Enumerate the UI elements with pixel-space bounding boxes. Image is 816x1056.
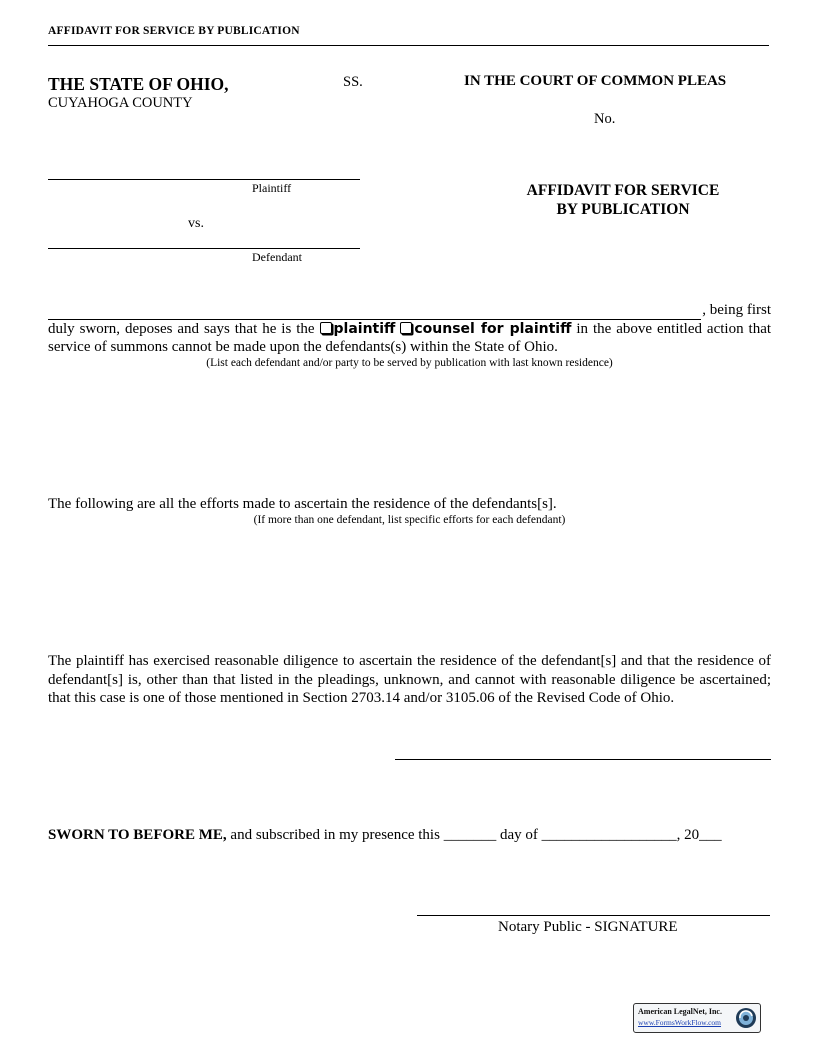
defendant-label: Defendant	[252, 250, 302, 264]
efforts-instruction: (If more than one defendant, list specific efforts for each defendant)	[253, 514, 566, 526]
globe-icon	[735, 1007, 757, 1029]
plaintiff-name-line[interactable]	[48, 179, 360, 180]
being-first-text: , being first	[702, 302, 771, 318]
header-divider	[48, 45, 769, 46]
efforts-statement: The following are all the efforts made to ascertain the residence of the defendants[s].	[48, 496, 557, 512]
counsel-checkbox-icon[interactable]	[400, 322, 412, 334]
county-name: CUYAHOGA COUNTY	[48, 95, 193, 111]
document-title-line-1: AFFIDAVIT FOR SERVICE	[526, 182, 720, 199]
entitled-action-text: in the above entitled action that service of summons cannot be made upon the defendants(s) within the State of Ohio.	[48, 320, 772, 355]
logo-company-name: American LegalNet, Inc.	[638, 1007, 722, 1016]
court-name: IN THE COURT OF COMMON PLEAS	[464, 73, 727, 89]
plaintiff-label: Plaintiff	[252, 181, 292, 195]
sworn-bold-text: SWORN TO BEFORE ME,	[48, 827, 227, 843]
notary-signature-label: Notary Public - SIGNATURE	[498, 919, 678, 935]
form-header-title: AFFIDAVIT FOR SERVICE BY PUBLICATION	[48, 25, 300, 37]
document-title-line-2: BY PUBLICATION	[556, 201, 690, 218]
logo-url-link[interactable]: www.FormsWorkFlow.com	[638, 1018, 722, 1027]
affiant-name-line[interactable]	[48, 306, 701, 320]
jurat-statement	[48, 827, 722, 844]
deposes-text: duly sworn, deposes and says that he is the	[48, 320, 320, 337]
ss-mark: SS.	[343, 74, 363, 90]
publisher-logo[interactable]	[633, 1003, 761, 1033]
counsel-option-label: counsel for plaintiff	[414, 320, 572, 337]
case-number-label: No.	[594, 111, 616, 127]
defendant-name-line[interactable]	[48, 248, 360, 249]
sworn-rest-text: and subscribed in my presence this _______ day of __________________, 20___	[226, 827, 722, 843]
plaintiff-option-label: plaintiff	[333, 320, 396, 337]
plaintiff-option[interactable]	[320, 321, 396, 337]
counsel-option[interactable]	[400, 321, 571, 337]
diligence-paragraph: The plaintiff has exercised reasonable diligence to ascertain the residence of the defendant[s] and that the residence of defendant[s] is, other than that listed in the pleadings, unknown, and cannot with reasonable diligence be ascertained; that this case is one of those mentioned in Section 2703.14 and/or 3105.06 of the Revised Code of Ohio.	[48, 653, 771, 706]
affiant-signature-line[interactable]	[395, 759, 771, 760]
document-title	[480, 181, 766, 219]
notary-signature-line[interactable]	[417, 915, 770, 916]
affiant-paragraph	[48, 301, 771, 357]
plaintiff-checkbox-icon[interactable]	[320, 322, 332, 334]
state-name: THE STATE OF OHIO,	[48, 74, 229, 94]
defendant-list-instruction: (List each defendant and/or party to be served by publication with last known residence)	[206, 357, 613, 369]
versus-label: vs.	[188, 216, 204, 231]
